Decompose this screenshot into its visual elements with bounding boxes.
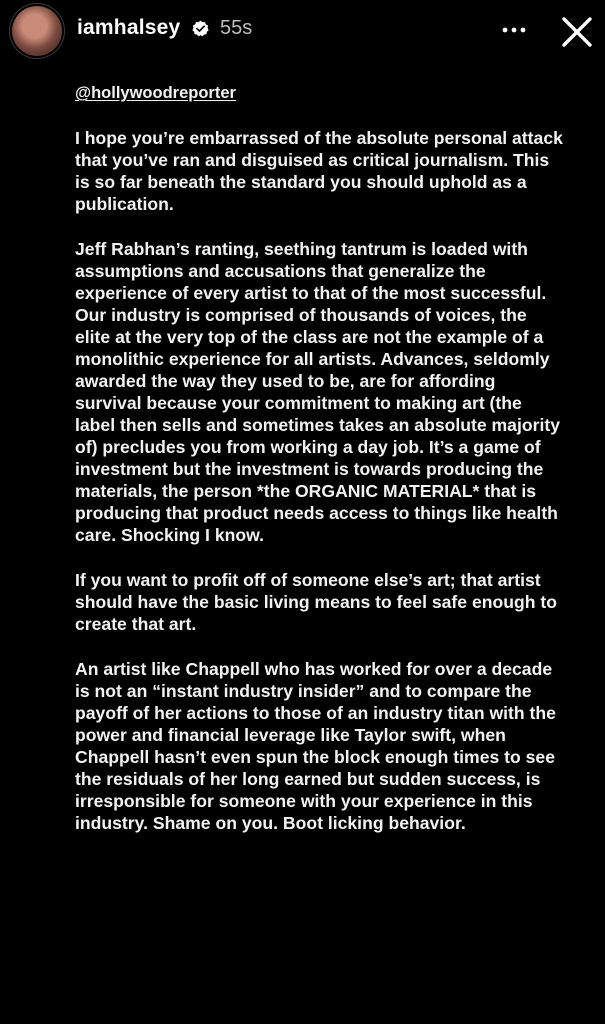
story-timestamp: 55s [220,17,253,39]
paragraph-3: If you want to profit off of someone else’s art; that artist should have the basic living means to feel safe enough to create that art. [75,570,557,634]
mention-link[interactable]: @hollywoodreporter [75,84,236,102]
story-header [0,0,605,70]
avatar[interactable] [12,6,62,56]
close-icon[interactable] [558,13,596,51]
paragraph-2: Jeff Rabhan’s ranting, seething tantrum is loaded with assumptions and accusations that generalize the experience of every artist to that of the most successful. Our industry is comprised of thousands of voices, the elite at the very top of the class are not the example of a monolithic experience for all artists. Advances, seldomly awarded the way they used to be, are for affording survival because your commitment to making art (the label then sells and sometimes takes an absolute majority of) precludes you from working a day job. It’s a game of investment but the investment is towards producing the materials, the person *the ORGANIC MATERIAL* that is producing that product needs access to things like health care. Shocking I know. [75,239,560,545]
username[interactable]: iamhalsey [77,16,181,39]
paragraph-1: I hope you’re embarrassed of the absolute personal attack that you’ve ran and disguised as critical journalism. This is so far beneath the standard you should uphold as a publication. [75,128,563,214]
paragraph-4: An artist like Chappell who has worked for over a decade is not an “instant industry insider” and to compare the payoff of her actions to those of an industry titan with the power and financial leverage like Taylor swift, when Chappell hasn’t even spun the block enough times to see the residuals of her long earned but sudden success, is irresponsible for someone with your experience in this industry. Shame on you. Boot licking behavior. [75,659,556,833]
verified-badge-icon [192,20,209,37]
more-options-icon[interactable] [496,18,532,42]
story-text-content [75,84,565,857]
